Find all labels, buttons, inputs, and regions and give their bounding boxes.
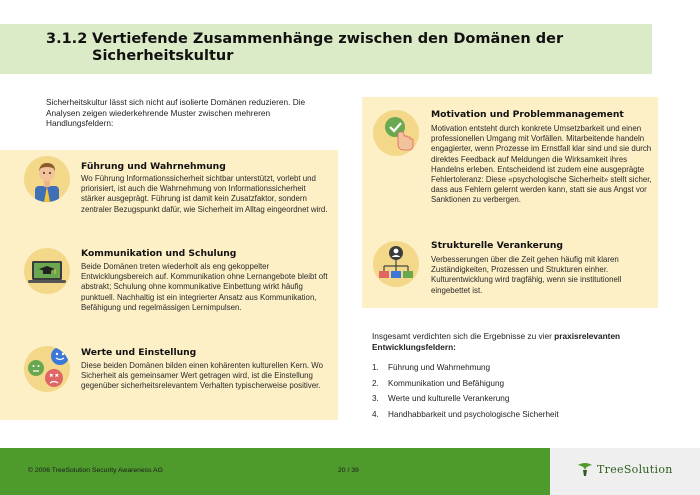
section-number: 3.1.2 xyxy=(46,31,88,47)
intro-text: Sicherheitskultur lässt sich nicht auf isolierte Domänen reduzieren. Die Analysen zeigen wiederkehrende Muster zwischen mehreren Handlungsfeldern: xyxy=(46,97,306,128)
summary-emphasis: praxisrelevanten Entwicklungsfeldern: xyxy=(372,331,621,352)
footer-copyright: © 2006 TreeSolution Security Awareness AG xyxy=(28,467,163,474)
development-fields-list xyxy=(372,363,672,425)
section-title-structure: Strukturelle Verankerung xyxy=(431,240,564,251)
leader-icon xyxy=(24,156,70,202)
list-item: 4. Handhabbarkeit und psychologische Sicherheit xyxy=(372,409,559,419)
section-title-communication: Kommunikation und Schulung xyxy=(81,248,237,259)
org-structure-icon xyxy=(373,241,419,287)
page-number: 20 / 39 xyxy=(338,467,359,474)
graduation-laptop-icon xyxy=(24,248,70,294)
list-item: 1. Führung und Wahrnehmung xyxy=(372,363,491,372)
emotions-icon xyxy=(24,346,70,392)
section-title-leadership: Führung und Wahrnehmung xyxy=(81,161,226,172)
company-logo xyxy=(577,461,673,477)
section-body-leadership: Wo Führung Informationssicherheit sichtbar unterstützt, vorlebt und priorisiert, ist auch die Wahrnehmung von Informationssicherheit stärker ausgeprägt. Führung ist damit kein Zusatzfaktor, sondern zentraler Bezugspunkt dafür, wie Sicherheit im Alltag eingeordnet wird. xyxy=(81,174,328,214)
summary-text xyxy=(372,331,672,352)
section-body-communication: Beide Domänen treten wiederholt als eng gekoppelter Entwicklungsbereich auf. Kommunikation ohne Lernangebote bleibt oft abstrakt; Schulung ohne kommunikative Einbettung wirkt häufig punktuell. Nachhaltig ist ein integrierter Ansatz aus Kommunikation, Befähigung und regelmässigen Lernimpulsen. xyxy=(81,262,328,312)
section-title-motivation: Motivation und Problemmanagement xyxy=(431,109,624,120)
logo-text: TreeSolution xyxy=(597,462,673,476)
tree-logo-icon xyxy=(577,461,593,477)
section-title-values: Werte und Einstellung xyxy=(81,347,197,358)
section-body-values: Diese beiden Domänen bilden einen kohärenten kulturellen Kern. Wo Sicherheit als gemeinsamer Wert getragen wird, ist die Einstellung gegenüber sicherheitsrelevantem Verhalten typischerweise positiver. xyxy=(81,361,323,391)
list-item: 3. Werte und kulturelle Verankerung xyxy=(372,394,510,403)
section-body-structure: Verbesserungen über die Zeit gehen häufig mit klaren Zuständigkeiten, Prozessen und Strukturen einher. Kulturentwicklung wird tragfähig, wenn sie institutionell eingebettet ist. xyxy=(431,255,622,295)
summary-lead: Insgesamt verdichten sich die Ergebnisse zu vier xyxy=(372,331,555,341)
page-title xyxy=(46,31,606,65)
section-title: Vertiefende Zusammenhänge zwischen den Domänen der Sicherheitskultur xyxy=(92,31,564,64)
list-item: 2. Kommunikation und Befähigung xyxy=(372,378,505,388)
checkmark-hand-icon xyxy=(373,110,419,156)
section-body-motivation: Motivation entsteht durch konkrete Umsetzbarkeit und einen professionellen Umgang mit Vorfällen. Mitarbeitende handeln engagierter, wenn Prozesse im Ernstfall klar sind und sie durch direktes Feedback auf Meldungen die Wirksamkeit ihres Handelns erleben. Entscheidend ist zudem eine ausgeprägte Fehlertoleranz: Diese «psychologische Sicherheit» stellt sicher, dass aus Fehlern gelernt werden kann, statt sie aus Angst vor Sanktionen zu verbergen. xyxy=(431,124,652,205)
